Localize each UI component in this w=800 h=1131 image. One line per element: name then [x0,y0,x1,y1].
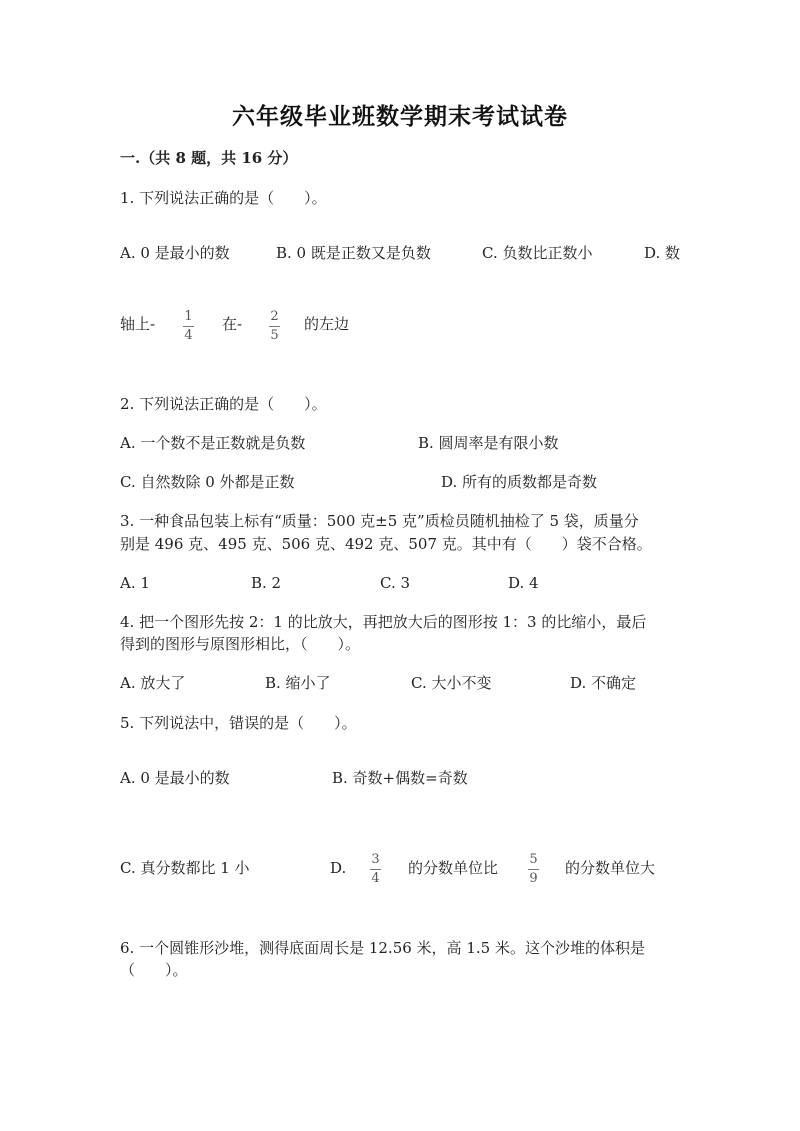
fraction-numerator: 1 [184,309,193,324]
q5-option-d: D. [330,859,347,877]
q2-option-c: C. 自然数除 0 外都是正数 [120,473,295,491]
q4-option-d: D. 不确定 [570,674,637,692]
fraction-bar [370,869,381,870]
q3-option-b: B. 2 [251,574,282,592]
q2-option-d: D. 所有的质数都是奇数 [441,473,598,491]
fraction [269,310,280,343]
q2-option-a: A. 一个数不是正数就是负数 [120,434,306,452]
fraction-denominator: 5 [270,328,279,343]
q5-option-b: B. 奇数+偶数=奇数 [332,769,468,787]
q5-option-a: A. 0 是最小的数 [120,769,230,787]
q4-stem-line-2: 得到的图形与原图形相比，（ ）。 [120,635,361,653]
q1-option-c: C. 负数比正数小 [482,244,593,262]
q5-option-c: C. 真分数都比 1 小 [120,859,250,877]
q4-option-b: B. 缩小了 [265,674,331,692]
q1-option-d-cont-3: 的左边 [304,315,350,333]
q1-option-d-cont-2: 在- [222,315,243,333]
q2-option-b: B. 圆周率是有限小数 [418,434,559,452]
fraction [528,853,539,886]
q3-stem-line-1: 3. 一种食品包装上标有“质量：500 克±5 克”质检员随机抽检了 5 袋，质量分 [120,512,639,530]
q4-option-a: A. 放大了 [120,674,186,692]
fraction [370,853,381,886]
fraction-denominator: 9 [529,871,538,886]
q1-option-d: D. 数 [644,244,681,262]
fraction-bar [269,326,280,327]
q3-stem-line-2: 别是 496 克、495 克、506 克、492 克、507 克。其中有（ ）袋不合格。 [120,535,652,553]
q5-stem: 5. 下列说法中，错误的是（ ）。 [120,714,357,732]
page-title: 六年级毕业班数学期末考试试卷 [232,103,568,130]
q5-option-d-mid: 的分数单位比 [408,859,499,877]
fraction-numerator: 5 [529,852,538,867]
section-heading: 一.（共 8 题，共 16 分） [120,149,298,167]
q1-option-b: B. 0 既是正数又是负数 [276,244,431,262]
q6-stem-line-2: （ ）。 [120,961,188,979]
q3-option-c: C. 3 [380,574,411,592]
q4-option-c: C. 大小不变 [411,674,492,692]
fraction-numerator: 3 [371,852,380,867]
fraction-bar [528,869,539,870]
q1-stem: 1. 下列说法正确的是（ ）。 [120,189,327,207]
fraction-denominator: 4 [371,871,380,886]
q1-option-a: A. 0 是最小的数 [120,244,230,262]
q5-option-d-end: 的分数单位大 [565,859,656,877]
q1-option-d-cont-1: 轴上- [120,315,156,333]
fraction-bar [183,326,194,327]
fraction-denominator: 4 [184,328,193,343]
q6-stem-line-1: 6. 一个圆锥形沙堆，测得底面周长是 12.56 米，高 1.5 米。这个沙堆的体积是 [120,939,645,957]
fraction [183,310,194,343]
q3-option-a: A. 1 [120,574,150,592]
fraction-numerator: 2 [270,309,279,324]
q4-stem-line-1: 4. 把一个图形先按 2：1 的比放大，再把放大后的图形按 1：3 的比缩小，最后 [120,613,647,631]
q2-stem: 2. 下列说法正确的是（ ）。 [120,395,327,413]
q3-option-d: D. 4 [508,574,539,592]
